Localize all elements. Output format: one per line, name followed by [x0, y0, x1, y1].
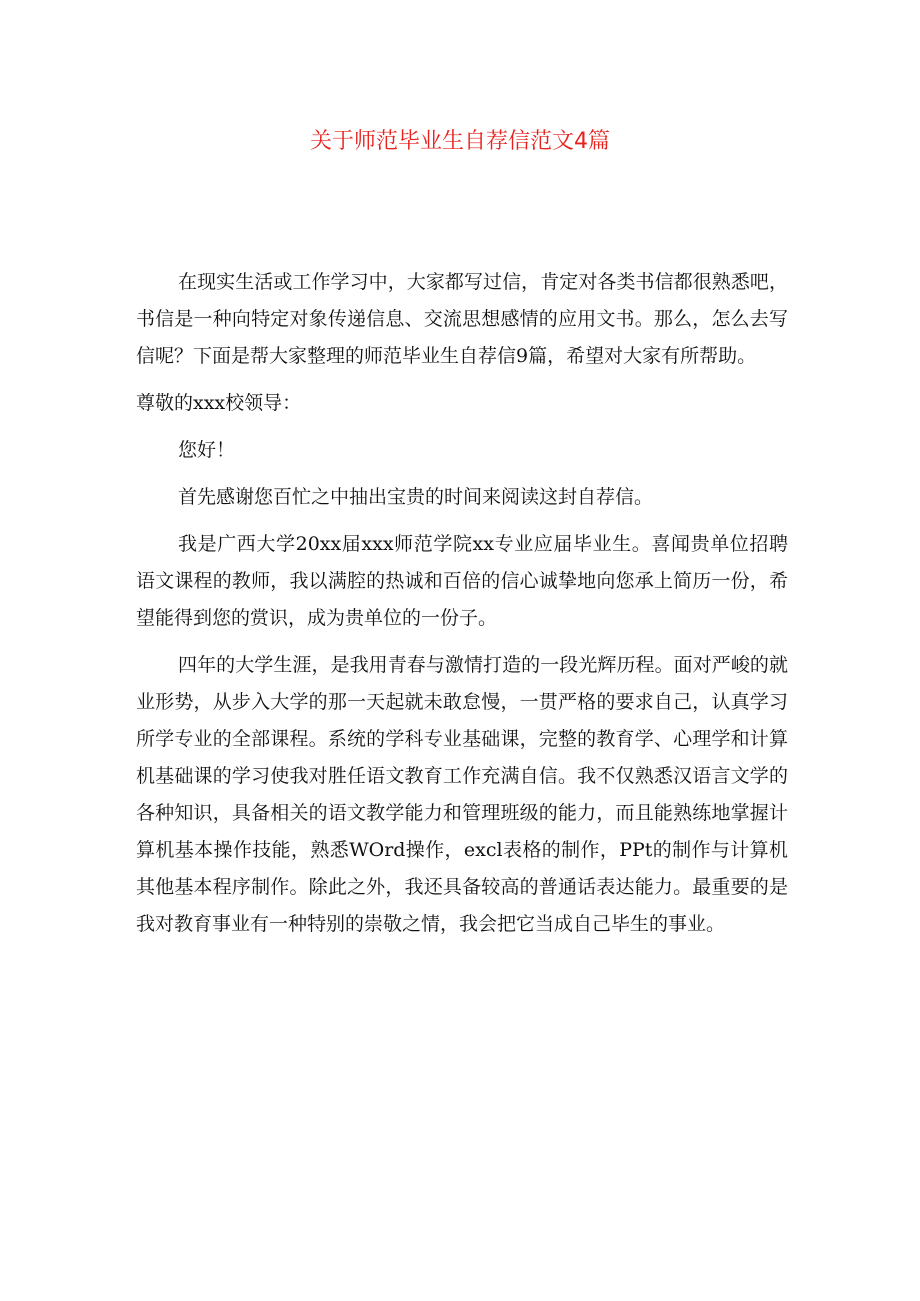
- document-body: [136, 264, 788, 953]
- document-title: 关于师范毕业生自荐信范文4篇: [310, 129, 610, 154]
- university-experience-paragraph: 四年的大学生涯，是我用青春与激情打造的一段光辉历程。面对严峻的就业形势，从步入大学的那一天起就未敢怠慢，一贯严格的要求自己，认真学习所学专业的全部课程。系统的学科专业基础课，完整的教育学、心理学和计算机基础课的学习使我对胜任语文教育工作充满自信。我不仅熟悉汉语言文学的各种知识，具备相关的语文教学能力和管理班级的能力，而且能熟练地掌握计算机基本操作技能，熟悉WOrd操作，excl表格的制作，PPt的制作与计算机其他基本程序制作。除此之外，我还具备较高的普通话表达能力。最重要的是我对教育事业有一种特别的崇敬之情，我会把它当成自己毕生的事业。: [136, 654, 788, 935]
- intro-paragraph: 在现实生活或工作学习中，大家都写过信，肯定对各类书信都很熟悉吧，书信是一种向特定对象传递信息、交流思想感情的应用文书。那么，怎么去写信呢？下面是帮大家整理的师范毕业生自荐信9篇，希望对大家有所帮助。: [136, 271, 788, 367]
- salutation: 尊敬的xxx校领导：: [136, 392, 302, 414]
- self-introduction-paragraph: 我是广西大学20xx届xxx师范学院xx专业应届毕业生。喜闻贵单位招聘语文课程的教师，我以满腔的热诚和百倍的信心诚挚地向您承上简历一份，希望能得到您的赏识，成为贵单位的一份子。: [136, 533, 788, 629]
- opening-paragraph: 首先感谢您百忙之中抽出宝贵的时间来阅读这封自荐信。: [178, 486, 654, 508]
- greeting: 您好！: [178, 439, 236, 461]
